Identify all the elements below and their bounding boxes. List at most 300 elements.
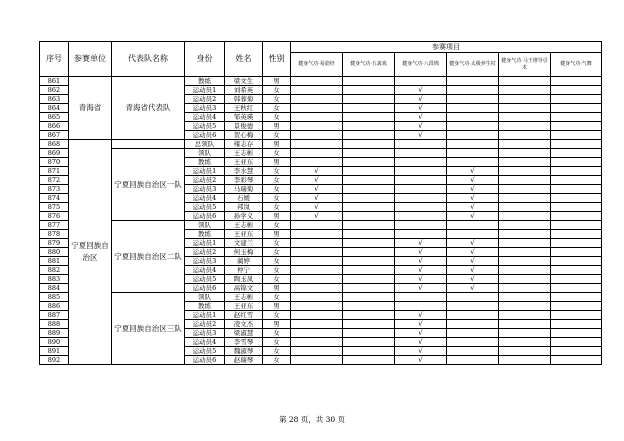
cell-team — [112, 140, 185, 149]
cell-event-check — [499, 158, 551, 167]
cell-event-check — [395, 167, 447, 176]
cell-event-check — [395, 221, 447, 230]
cell-event-check — [343, 248, 395, 257]
cell-event-check — [551, 293, 602, 302]
cell-event-check: √ — [395, 131, 447, 140]
cell-event-check — [343, 329, 395, 338]
header-team: 代表队名称 — [112, 42, 185, 77]
cell-event-check — [499, 167, 551, 176]
cell-event-check — [447, 293, 499, 302]
cell-event-check — [499, 194, 551, 203]
cell-name: 陶玉凤 — [225, 275, 263, 284]
cell-event-check — [551, 221, 602, 230]
cell-event-check: √ — [395, 329, 447, 338]
cell-event-check: √ — [395, 356, 447, 365]
cell-event-check — [395, 140, 447, 149]
cell-gender: 女 — [263, 248, 291, 257]
header-event: 健身气功·八段锦 — [395, 53, 447, 77]
cell-event-check — [551, 275, 602, 284]
cell-team: 青海省代表队 — [112, 77, 185, 140]
cell-event-check — [499, 113, 551, 122]
cell-role: 运动员6 — [185, 284, 225, 293]
cell-event-check — [291, 329, 343, 338]
cell-name: 凌文杰 — [225, 320, 263, 329]
cell-gender: 女 — [263, 185, 291, 194]
cell-seq: 876 — [40, 212, 69, 221]
cell-event-check — [551, 356, 602, 365]
cell-event-check — [395, 185, 447, 194]
cell-event-check — [551, 320, 602, 329]
cell-event-check — [447, 320, 499, 329]
cell-seq: 861 — [40, 77, 69, 86]
cell-event-check — [447, 86, 499, 95]
cell-event-check: √ — [291, 194, 343, 203]
cell-role: 运动员6 — [185, 212, 225, 221]
cell-event-check — [551, 284, 602, 293]
cell-event-check — [447, 77, 499, 86]
table-row — [40, 149, 602, 158]
cell-role: 运动员5 — [185, 122, 225, 131]
cell-name: 邦岚 — [225, 203, 263, 212]
cell-event-check — [499, 77, 551, 86]
cell-event-check — [551, 185, 602, 194]
cell-event-check — [343, 185, 395, 194]
cell-role: 运动员2 — [185, 176, 225, 185]
cell-seq: 878 — [40, 230, 69, 239]
cell-event-check — [291, 140, 343, 149]
cell-event-check: √ — [447, 284, 499, 293]
header-event: 健身气功·太极养生杖 — [447, 53, 499, 77]
cell-seq: 875 — [40, 203, 69, 212]
cell-event-check — [343, 203, 395, 212]
cell-event-check — [343, 104, 395, 113]
cell-seq: 870 — [40, 158, 69, 167]
cell-event-check — [551, 77, 602, 86]
cell-seq: 873 — [40, 185, 69, 194]
cell-event-check — [291, 158, 343, 167]
cell-seq: 880 — [40, 248, 69, 257]
cell-name: 高锦文 — [225, 284, 263, 293]
cell-seq: 877 — [40, 221, 69, 230]
cell-event-check — [551, 266, 602, 275]
cell-role: 运动员5 — [185, 203, 225, 212]
cell-name: 赵瑞琴 — [225, 356, 263, 365]
cell-event-check — [499, 248, 551, 257]
cell-event-check — [551, 311, 602, 320]
cell-role: 运动员4 — [185, 266, 225, 275]
cell-event-check — [291, 95, 343, 104]
cell-seq: 862 — [40, 86, 69, 95]
cell-event-check — [343, 122, 395, 131]
cell-role: 运动员1 — [185, 311, 225, 320]
table-row — [40, 77, 602, 86]
cell-name: 王秋红 — [225, 104, 263, 113]
cell-event-check: √ — [291, 185, 343, 194]
cell-seq: 892 — [40, 356, 69, 365]
cell-event-check — [499, 356, 551, 365]
cell-name: 王志彬 — [225, 149, 263, 158]
cell-gender: 男 — [263, 302, 291, 311]
cell-name: 何玉梅 — [225, 248, 263, 257]
cell-event-check — [551, 140, 602, 149]
cell-event-check — [551, 167, 602, 176]
cell-event-check — [499, 203, 551, 212]
cell-seq: 872 — [40, 176, 69, 185]
cell-role: 运动员1 — [185, 167, 225, 176]
cell-event-check: √ — [447, 185, 499, 194]
table-row — [40, 293, 602, 302]
cell-unit: 青海省 — [69, 77, 112, 140]
cell-gender: 男 — [263, 284, 291, 293]
cell-name: 雍志存 — [225, 140, 263, 149]
cell-event-check — [343, 113, 395, 122]
cell-seq: 882 — [40, 266, 69, 275]
table-row — [40, 140, 602, 149]
cell-name: 石嫒 — [225, 194, 263, 203]
cell-event-check — [291, 221, 343, 230]
cell-event-check — [499, 239, 551, 248]
cell-role: 运动员4 — [185, 194, 225, 203]
cell-gender: 女 — [263, 266, 291, 275]
cell-seq: 885 — [40, 293, 69, 302]
cell-role: 教练 — [185, 302, 225, 311]
cell-event-check — [447, 122, 499, 131]
cell-event-check — [291, 320, 343, 329]
header-event: 健身气功·马王堆导引术 — [499, 53, 551, 77]
cell-event-check — [343, 311, 395, 320]
cell-event-check — [343, 221, 395, 230]
cell-event-check — [343, 86, 395, 95]
cell-gender: 男 — [263, 122, 291, 131]
cell-event-check — [551, 239, 602, 248]
cell-event-check — [551, 203, 602, 212]
cell-event-check: √ — [447, 176, 499, 185]
cell-event-check — [447, 329, 499, 338]
cell-gender: 女 — [263, 338, 291, 347]
cell-name: 文建兰 — [225, 239, 263, 248]
cell-event-check — [291, 113, 343, 122]
cell-gender: 女 — [263, 239, 291, 248]
cell-event-check — [291, 239, 343, 248]
cell-team: 宁夏回族自治区三队 — [112, 293, 185, 365]
cell-seq: 891 — [40, 347, 69, 356]
cell-event-check — [551, 212, 602, 221]
cell-gender: 女 — [263, 95, 291, 104]
header-event: 健身气功·易筋经 — [291, 53, 343, 77]
cell-seq: 871 — [40, 167, 69, 176]
cell-event-check: √ — [395, 311, 447, 320]
cell-event-check — [499, 131, 551, 140]
cell-seq: 883 — [40, 275, 69, 284]
cell-event-check — [291, 338, 343, 347]
cell-event-check: √ — [447, 194, 499, 203]
cell-name: 王亚东 — [225, 302, 263, 311]
cell-role: 运动员2 — [185, 320, 225, 329]
cell-event-check: √ — [395, 104, 447, 113]
cell-event-check — [551, 248, 602, 257]
cell-seq: 888 — [40, 320, 69, 329]
cell-event-check: √ — [291, 167, 343, 176]
cell-event-check — [447, 302, 499, 311]
table-row — [40, 221, 602, 230]
header-role: 身份 — [185, 42, 225, 77]
entry-table — [39, 41, 602, 365]
cell-seq: 869 — [40, 149, 69, 158]
header-gender: 性别 — [263, 42, 291, 77]
cell-event-check — [551, 104, 602, 113]
cell-gender: 女 — [263, 275, 291, 284]
cell-seq: 887 — [40, 311, 69, 320]
cell-event-check — [499, 293, 551, 302]
cell-event-check: √ — [395, 320, 447, 329]
cell-event-check — [447, 149, 499, 158]
cell-event-check — [499, 302, 551, 311]
cell-event-check — [551, 122, 602, 131]
cell-event-check — [447, 221, 499, 230]
cell-gender: 男 — [263, 158, 291, 167]
cell-event-check — [291, 266, 343, 275]
cell-role: 运动员2 — [185, 95, 225, 104]
cell-event-check — [395, 176, 447, 185]
cell-name: 梁文生 — [225, 77, 263, 86]
cell-event-check — [551, 194, 602, 203]
cell-event-check: √ — [395, 338, 447, 347]
cell-role: 运动员3 — [185, 185, 225, 194]
cell-event-check — [551, 113, 602, 122]
cell-gender: 男 — [263, 140, 291, 149]
cell-event-check: √ — [395, 122, 447, 131]
cell-event-check — [499, 122, 551, 131]
cell-event-check — [291, 149, 343, 158]
cell-event-check — [291, 122, 343, 131]
cell-event-check — [447, 158, 499, 167]
cell-team: 宁夏回族自治区二队 — [112, 221, 185, 293]
cell-gender: 女 — [263, 329, 291, 338]
cell-event-check — [343, 212, 395, 221]
cell-role: 运动员4 — [185, 338, 225, 347]
cell-event-check — [291, 131, 343, 140]
cell-name: 李水慧 — [225, 167, 263, 176]
cell-event-check: √ — [447, 239, 499, 248]
cell-gender: 男 — [263, 77, 291, 86]
cell-gender: 女 — [263, 131, 291, 140]
cell-gender: 男 — [263, 230, 291, 239]
cell-event-check — [551, 257, 602, 266]
cell-event-check — [499, 329, 551, 338]
cell-event-check: √ — [395, 248, 447, 257]
cell-event-check — [291, 248, 343, 257]
header-projects: 参赛项目 — [291, 42, 602, 53]
cell-role: 领队 — [185, 149, 225, 158]
cell-seq: 864 — [40, 104, 69, 113]
cell-name: 刘希英 — [225, 86, 263, 95]
cell-seq: 866 — [40, 122, 69, 131]
cell-event-check — [343, 149, 395, 158]
cell-event-check — [343, 302, 395, 311]
cell-event-check — [343, 230, 395, 239]
cell-name: 孙学义 — [225, 212, 263, 221]
cell-role: 运动员3 — [185, 257, 225, 266]
cell-event-check — [551, 230, 602, 239]
cell-role: 运动员2 — [185, 248, 225, 257]
header-seq: 序号 — [40, 42, 69, 77]
cell-name: 魏淑琴 — [225, 347, 263, 356]
cell-event-check — [395, 302, 447, 311]
cell-event-check — [499, 275, 551, 284]
cell-event-check — [499, 185, 551, 194]
cell-event-check — [551, 176, 602, 185]
cell-seq: 881 — [40, 257, 69, 266]
page-footer: 第 28 页，共 30 页 — [278, 415, 346, 424]
cell-event-check — [395, 77, 447, 86]
table-body — [40, 77, 602, 365]
cell-seq: 879 — [40, 239, 69, 248]
cell-seq: 884 — [40, 284, 69, 293]
cell-event-check — [291, 275, 343, 284]
cell-role: 运动员5 — [185, 347, 225, 356]
cell-event-check — [551, 131, 602, 140]
cell-event-check — [499, 212, 551, 221]
cell-event-check: √ — [447, 266, 499, 275]
cell-event-check — [447, 356, 499, 365]
cell-event-check: √ — [447, 203, 499, 212]
cell-event-check: √ — [447, 275, 499, 284]
cell-event-check — [551, 338, 602, 347]
cell-event-check — [551, 347, 602, 356]
cell-team: 宁夏回族自治区一队 — [112, 149, 185, 221]
cell-event-check — [343, 356, 395, 365]
cell-event-check: √ — [291, 176, 343, 185]
cell-event-check — [447, 140, 499, 149]
cell-event-check — [499, 311, 551, 320]
cell-role: 教练 — [185, 230, 225, 239]
cell-gender: 女 — [263, 149, 291, 158]
cell-event-check: √ — [291, 212, 343, 221]
cell-event-check: √ — [447, 167, 499, 176]
header-event: 健身气功·五禽戏 — [343, 53, 395, 77]
cell-event-check — [447, 311, 499, 320]
cell-role: 领队 — [185, 293, 225, 302]
cell-event-check — [343, 158, 395, 167]
cell-role: 运动员6 — [185, 356, 225, 365]
cell-unit: 宁夏回族自治区 — [69, 140, 112, 365]
cell-event-check — [291, 257, 343, 266]
cell-event-check — [395, 212, 447, 221]
cell-gender: 女 — [263, 113, 291, 122]
cell-name: 李彩琴 — [225, 176, 263, 185]
cell-event-check — [343, 131, 395, 140]
cell-event-check — [291, 311, 343, 320]
cell-event-check — [395, 230, 447, 239]
cell-gender: 男 — [263, 320, 291, 329]
cell-event-check: √ — [447, 248, 499, 257]
cell-event-check — [291, 293, 343, 302]
cell-event-check — [447, 347, 499, 356]
cell-gender: 女 — [263, 194, 291, 203]
cell-event-check — [291, 356, 343, 365]
cell-event-check — [343, 140, 395, 149]
cell-event-check — [291, 86, 343, 95]
cell-event-check — [343, 176, 395, 185]
cell-event-check: √ — [291, 203, 343, 212]
cell-event-check: √ — [395, 257, 447, 266]
cell-seq: 874 — [40, 194, 69, 203]
cell-event-check — [343, 338, 395, 347]
cell-gender: 男 — [263, 212, 291, 221]
cell-event-check — [343, 320, 395, 329]
cell-event-check — [343, 284, 395, 293]
cell-event-check — [551, 302, 602, 311]
cell-event-check — [499, 221, 551, 230]
cell-event-check — [551, 86, 602, 95]
cell-name: 王志彬 — [225, 221, 263, 230]
cell-event-check — [499, 86, 551, 95]
table-header — [40, 42, 602, 77]
cell-event-check — [499, 347, 551, 356]
cell-event-check — [499, 257, 551, 266]
cell-seq: 865 — [40, 113, 69, 122]
cell-event-check — [499, 320, 551, 329]
cell-seq: 868 — [40, 140, 69, 149]
cell-event-check: √ — [395, 95, 447, 104]
cell-name: 李雪琴 — [225, 338, 263, 347]
cell-role: 运动员1 — [185, 239, 225, 248]
cell-event-check — [499, 266, 551, 275]
cell-event-check — [447, 104, 499, 113]
cell-event-check — [499, 104, 551, 113]
cell-event-check: √ — [395, 266, 447, 275]
cell-name: 王志彬 — [225, 293, 263, 302]
cell-gender: 女 — [263, 176, 291, 185]
cell-event-check: √ — [395, 113, 447, 122]
cell-event-check — [343, 293, 395, 302]
cell-event-check — [499, 176, 551, 185]
cell-event-check — [395, 149, 447, 158]
cell-event-check — [395, 158, 447, 167]
cell-event-check — [551, 149, 602, 158]
cell-gender: 女 — [263, 356, 291, 365]
cell-name: 韩蓉菊 — [225, 95, 263, 104]
cell-role: 运动员3 — [185, 104, 225, 113]
cell-event-check — [447, 95, 499, 104]
cell-event-check: √ — [395, 284, 447, 293]
cell-gender: 女 — [263, 311, 291, 320]
cell-event-check — [343, 194, 395, 203]
cell-seq: 863 — [40, 95, 69, 104]
cell-event-check: √ — [395, 347, 447, 356]
cell-event-check — [343, 167, 395, 176]
cell-role: 运动员3 — [185, 329, 225, 338]
cell-event-check — [291, 347, 343, 356]
cell-role: 教练 — [185, 77, 225, 86]
cell-event-check: √ — [395, 275, 447, 284]
cell-gender: 女 — [263, 257, 291, 266]
cell-event-check — [447, 113, 499, 122]
cell-role: 教练 — [185, 158, 225, 167]
cell-event-check — [395, 194, 447, 203]
cell-name: 景俊德 — [225, 122, 263, 131]
cell-name: 王亚东 — [225, 230, 263, 239]
cell-event-check — [343, 275, 395, 284]
cell-seq: 867 — [40, 131, 69, 140]
cell-role: 运动员1 — [185, 86, 225, 95]
cell-gender: 女 — [263, 347, 291, 356]
cell-role: 总领队 — [185, 140, 225, 149]
cell-event-check — [447, 131, 499, 140]
cell-event-check — [343, 95, 395, 104]
cell-event-check — [447, 338, 499, 347]
cell-event-check — [499, 149, 551, 158]
